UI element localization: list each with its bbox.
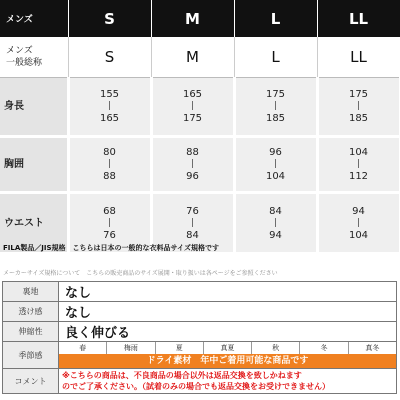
season-autumn: 秋 [252,342,300,354]
season-midwinter: 真冬 [365,344,380,352]
season-midsummer: 真夏 [204,342,252,354]
waist-m-min: 76 [186,205,199,217]
range-separator: | [273,159,278,169]
lining-value: なし [59,282,397,302]
chest-label: 胸囲 [0,137,68,193]
general-size-ll: LL [317,37,400,78]
height-s-max: 165 [99,113,120,124]
range-separator: | [273,101,278,111]
range-separator: | [107,101,112,111]
chest-cell-l [234,137,317,193]
sheer-row [3,302,397,322]
general-size-s: S [68,37,151,78]
season-highlight-bar: ドライ素材 年中ご着用可能な商品です [59,354,396,368]
comment-label: コメント [3,369,59,394]
comment-cell [59,369,397,394]
lining-label: 裏地 [3,282,59,302]
general-size-row [0,37,400,78]
range-separator: | [356,159,361,169]
general-size-m: M [151,37,234,78]
header-size-s: S [68,0,151,37]
height-cell-s [68,78,151,137]
header-size-l: L [234,0,317,37]
header-size-m: M [151,0,234,37]
range-separator: | [190,217,195,228]
season-row [3,342,397,369]
range-separator: | [107,217,112,228]
sheer-label: 透け感 [3,302,59,322]
chest-cell-ll [317,137,400,193]
chest-l-max: 104 [265,171,286,182]
general-label-line1: メンズ [6,46,33,56]
chest-cell-s [68,137,151,193]
height-m-min: 165 [182,89,203,100]
comment-text [59,369,396,393]
lining-row [3,282,397,302]
height-l-max: 185 [265,113,286,124]
range-separator: | [356,217,361,228]
comment-line2: のでご了承ください。（試着のみの場合でも返品交換をお受けできません） [62,382,330,391]
height-l-min: 175 [265,89,286,100]
chest-m-min: 88 [186,147,199,158]
waist-ll-max: 104 [348,229,369,241]
height-s-min: 155 [99,89,120,100]
height-ll-min: 175 [348,89,369,100]
size-standard-note: FILA製品／JIS規格 こちらは日本の一般的な衣料品サイズ規格です [3,244,219,252]
range-separator: | [356,101,361,111]
waist-ll-min: 94 [352,205,365,217]
chest-l-min: 96 [269,147,282,158]
chest-s-min: 80 [103,147,116,158]
stretch-row [3,322,397,342]
chest-s-max: 88 [103,171,116,182]
general-label-line2: 一般総称 [6,58,43,68]
waist-s-min: 68 [103,205,116,217]
range-separator: | [273,217,278,228]
chest-row [0,137,400,193]
size-disclaimer-note: メーカーサイズ規格について こちらの販売商品のサイズ展開・取り扱いは各ページをご参照ください [3,270,278,277]
size-header-row [0,0,400,37]
height-ll-max: 185 [348,113,369,124]
stretch-value: 良く伸びる [59,322,397,342]
range-separator: | [107,159,112,169]
season-grid [59,342,396,354]
height-cell-l [234,78,317,137]
chest-cell-m [151,137,234,193]
height-cell-ll [317,78,400,137]
waist-cell-l [234,193,317,254]
waist-label: ウエスト [0,193,68,254]
waist-cell-ll [317,193,400,254]
season-cell [59,342,397,369]
season-winter: 冬 [300,342,348,354]
waist-l-min: 84 [269,205,282,217]
general-size-label [0,37,68,78]
general-size-l: L [234,37,317,78]
season-summer: 夏 [156,342,204,354]
comment-row [3,369,397,394]
height-m-max: 175 [182,113,203,124]
waist-l-max: 94 [269,229,282,241]
stretch-label: 伸縮性 [3,322,59,342]
comment-line1: ※こちらの商品は、不良商品の場合以外は返品交換を致しかねます [62,371,302,380]
range-separator: | [190,101,195,111]
header-label: メンズ [0,0,68,37]
height-cell-m [151,78,234,137]
season-spring: 春 [59,342,107,354]
height-row [0,78,400,137]
chest-ll-max: 112 [348,171,369,182]
header-size-ll: LL [317,0,400,37]
season-rainy: 梅雨 [107,342,155,354]
material-info-table [2,281,397,394]
chest-ll-min: 104 [348,147,369,158]
chest-m-max: 96 [186,171,199,182]
waist-s-max: 76 [103,229,116,241]
sheer-value: なし [59,302,397,322]
range-separator: | [190,159,195,169]
season-label: 季節感 [3,342,59,369]
waist-m-max: 84 [186,229,199,241]
height-label: 身長 [0,78,68,137]
